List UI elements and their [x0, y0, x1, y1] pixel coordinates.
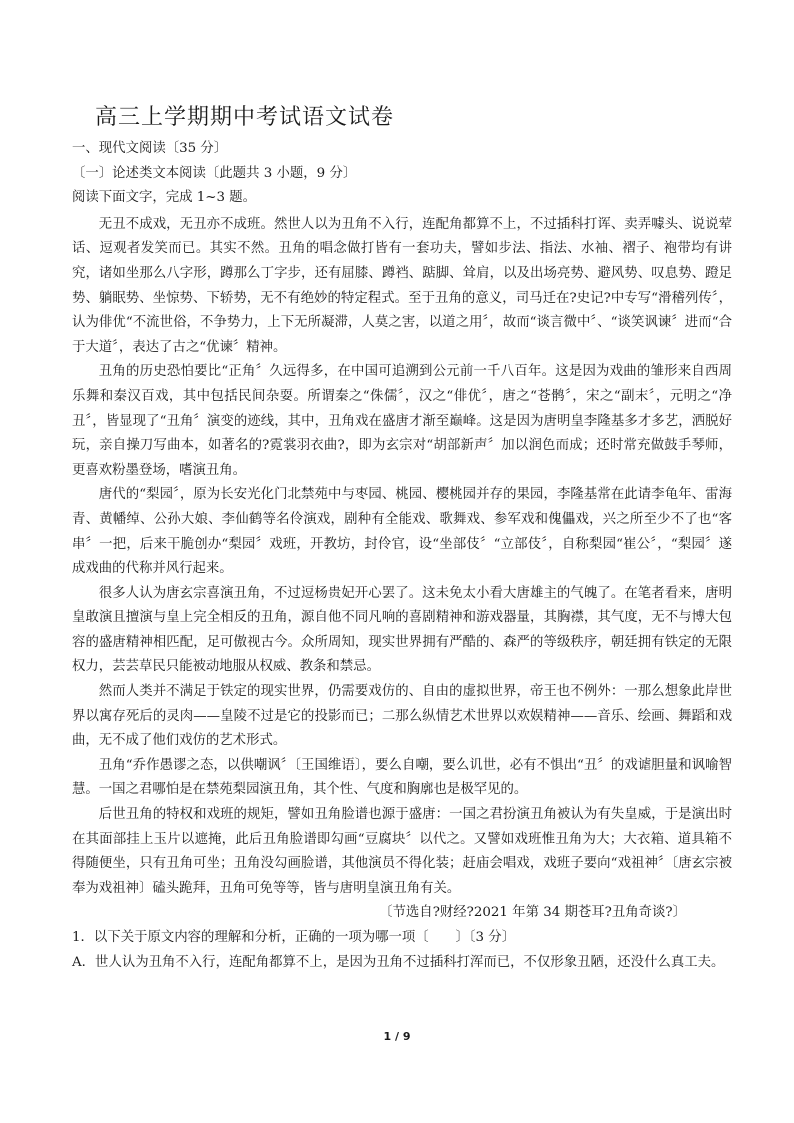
passage-paragraph-3: 唐代的“梨园〞，原为长安光化门北禁苑中与枣园、桃园、樱桃园并存的果园，李隆基常在此请李龟年、雷海青、黄幡绰、公孙大娘、李仙鹤等名伶演戏，剧种有全能戏、歌舞戏、参军戏和傀儡戏，兴之所至少不了也“客串〞一把，后来干脆创办“梨园〞戏班，开教坊，封伶官，设“坐部伎〞“立部伎〞，自称梨园“崔公〞，“梨园〞遂成戏曲的代称并风行起来。 [72, 487, 732, 577]
passage-source: 〔节选自?财经?2021 年第 34 期苍耳?丑角奇谈?〕 [379, 905, 686, 921]
passage-paragraph-1: 无丑不成戏，无丑亦不成班。然世人以为丑角不入行，连配角都算不上，不过插科打诨、卖弄噱头、说说荤话、逗观者发笑而已。其实不然。丑角的唱念做打皆有一套功夫，譬如步法、指法、水袖、褶子、袍带均有讲究，诸如坐那么八字形，蹲那么丁字步，还有屈膝、蹲裆、踮脚、耸肩，以及出场亮势、避风势、叹息势、蹬足势、躺眠势、坐惊势、下轿势，无不有绝妙的特定程式。至于丑角的意义，司马迁在?史记?中专写“滑稽列传〞，认为俳优“不流世俗，不争势力，上下无所凝滞，人莫之害，以道之用〞，故而“谈言微中〞、“谈笑讽谏〞进而“合于大道〞，表达了古之“优谏〞精神。 [72, 216, 732, 355]
passage-paragraph-2: 丑角的历史恐怕要比“正角〞久远得多，在中国可追溯到公元前一千八百年。这是因为戏曲的雏形来自西周乐舞和秦汉百戏，其中包括民间杂耍。所谓秦之“侏儒〞，汉之“俳优〞，唐之“苍鹘〞，宋之“副末〞，元明之“净丑〞，皆显现了“丑角〞演变的迹线，其中，丑角戏在盛唐才渐至巅峰。这是因为唐明皇李隆基多才多艺，洒脱好玩，亲自操刀写曲本，如著名的?霓裳羽衣曲?，即为玄宗对“胡部新声〞加以润色而成；还时常充做鼓手琴师，更喜欢粉墨登场，嗜演丑角。 [72, 364, 732, 478]
question-1: 1．以下关于原文内容的理解和分析，正确的一项为哪一项〔 〕〔3 分〕 [72, 930, 516, 945]
subsection-heading: 〔一〕论述类文本阅读〔此题共 3 小题，9 分〕 [72, 165, 357, 181]
page-title: 高三上学期期中考试语文试卷 [95, 105, 395, 130]
document-body [72, 139, 732, 975]
passage-paragraph-7: 后世丑角的特权和戏班的规矩，譬如丑角脸谱也源于盛唐：一国之君扮演丑角被认为有失皇威，于是演出时在其面部挂上玉片以遮掩，此后丑角脸谱即勾画“豆腐块〞以代之。又譬如戏班惟丑角为大；大衣箱、道具箱不得随便坐，只有丑角可坐；丑角没勾画脸谱，其他演员不得化装；赶庙会唱戏，戏班子要向“戏祖神〞〔唐玄宗被奉为戏祖神〕磕头跪拜，丑角可免等等，皆与唐明皇演丑角有关。 [72, 807, 732, 896]
passage-paragraph-4: 很多人认为唐玄宗喜演丑角，不过逗杨贵妃开心罢了。这未免太小看大唐雄主的气魄了。在笔者看来，唐明皇敢演且擅演与皇上完全相反的丑角，源自他不同凡响的喜剧精神和游戏器量，其胸襟，其气度，无不与博大包容的盛唐精神相匹配，足可傲视古今。众所周知，现实世界拥有严酷的、森严的等级秩序，朝廷拥有铁定的无限权力，芸芸草民只能被动地服从权威、教条和禁忌。 [72, 585, 732, 675]
reading-instruction: 阅读下面文字，完成 1~3 题。 [72, 190, 257, 206]
passage-paragraph-5: 然而人类并不满足于铁定的现实世界，仍需要戏仿的、自由的虚拟世界，帝王也不例外：一那么想象此岸世界以寓存死后的灵肉——皇陵不过是它的投影而已；二那么纵情艺术世界以欢娱精神——音乐、绘画、舞蹈和戏曲，无不成了他们戏仿的艺术形式。 [72, 684, 732, 749]
section-heading: 一、现代文阅读〔35 分〕 [72, 141, 228, 156]
question-1-option-a: A．世人认为丑角不入行，连配角都算不上，是因为丑角不过插科打浑而已，不仅形象丑陋，还没什么真工夫。 [72, 954, 725, 970]
page-number: 1 / 9 [383, 1030, 411, 1043]
passage-paragraph-6: 丑角“乔作愚谬之态，以供嘲讽〞〔王国维语〕，要么自嘲，要么讥世，必有不惧出“丑〞的戏谑胆量和讽喻智慧。一国之君哪怕是在禁苑梨园演丑角，其个性、气度和胸廓也是极罕见的。 [72, 757, 732, 798]
